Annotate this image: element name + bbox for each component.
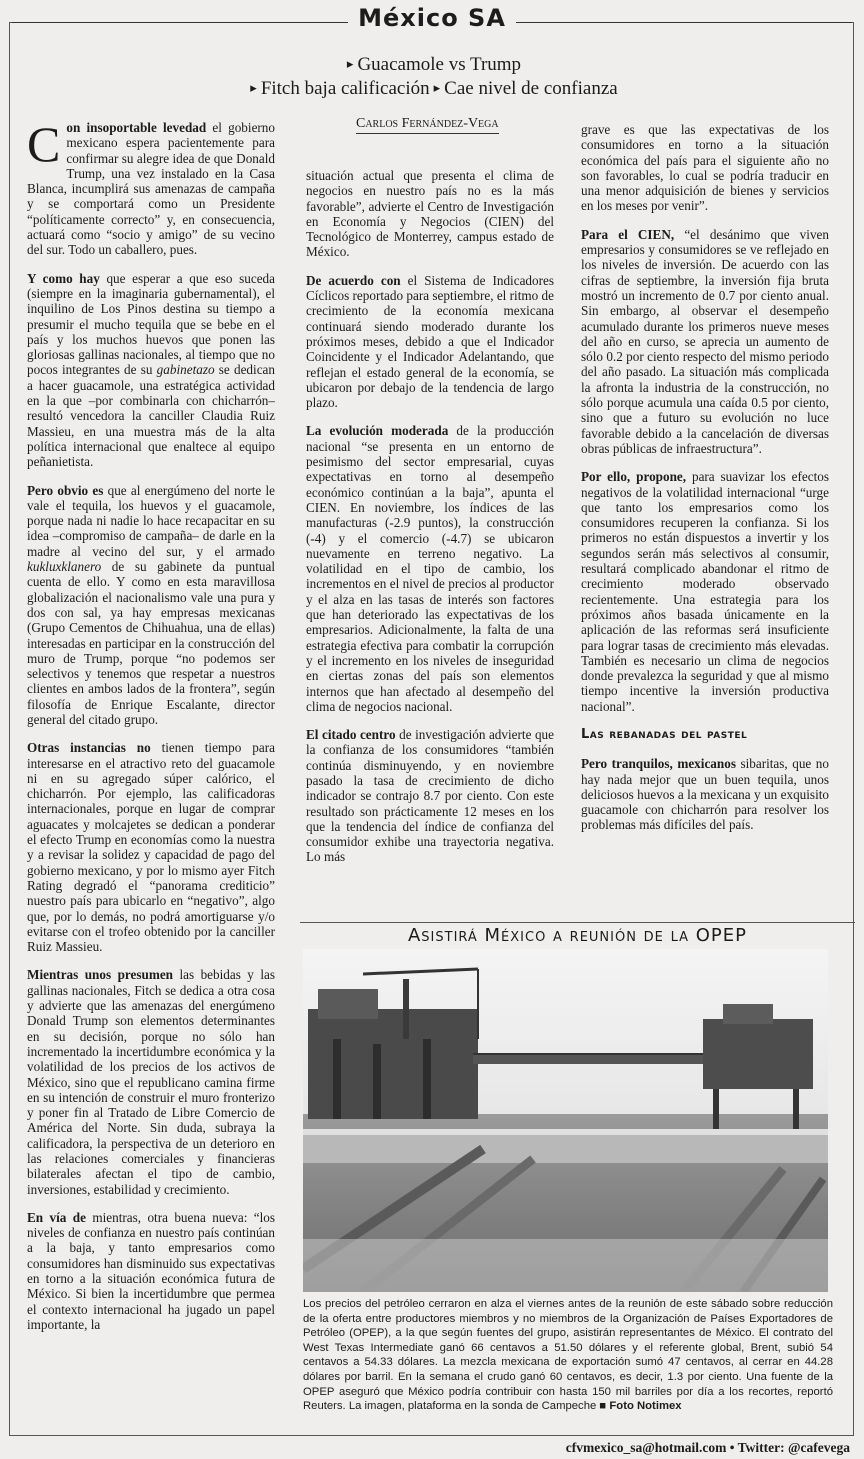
lead-in: Pero tranquilos, mexicanos [581, 756, 736, 772]
headlines [0, 52, 864, 100]
paragraph-text: que esperar a que eso suceda (siempre en la imaginaria gubernamental), el inquilino de Los Pinos destina su tiempo a presumir el mucho tequila que se bebe en el país y los muchos huevos que ponen las gloriosas gallinas nacionales, al tiempo que no pocos integrantes de su [27, 270, 275, 378]
oil-platform-illustration [303, 949, 828, 1292]
paragraph-2 [27, 271, 275, 470]
paragraph-1 [581, 122, 829, 214]
headline-confianza: Cae nivel de confianza [444, 78, 618, 99]
paragraph-4 [306, 727, 554, 865]
paragraph-2 [581, 227, 829, 456]
triangle-bullet-icon: ▸ [346, 56, 354, 71]
paragraph-1 [27, 120, 275, 258]
column-1 [27, 120, 275, 1430]
column-title: México SA [348, 4, 516, 32]
paragraph-text: el gobierno mexicano espera pacientemente para confirmar su alegre idea de que Donald Trump, una vez instalado en la Casa Blanca, incumplirá sus amenazas de campaña y se comportará como un Presidente “políticamente correcto” y, en consecuencia, actuará como “socio y amigo” de su vecino del sur. Todo un caballero, pues. [27, 120, 275, 258]
paragraph-text: situación actual que presenta el clima de negocios en nuestro país no es la más favorable”, advierte el Centro de Investigación en Economía y Negocios (CIEN) del Tecnológico de Monterrey, campus estado de México. [306, 168, 554, 260]
paragraph-6 [27, 1210, 275, 1332]
masthead [0, 4, 864, 32]
paragraph-text: sibaritas, que no hay nada mejor que un buen tequila, unos deliciosos huevos a la mexicana y un exquisito guacamole con chicharrón para resolver los problemas más difíciles del país. [581, 756, 829, 833]
lead-in: Por ello, propone, [581, 469, 687, 485]
paragraph-2 [306, 273, 554, 411]
paragraph-text: tienen tiempo para interesarse en el atractivo reto del guacamole ni en su agregado súper calórico, el chicharrón. Por ejemplo, las calificadoras internacionales, porque en lugar de comprar aguacates y molcajetes se dedican a ponderar el efecto Trump en economías como la nuestra y a revisar la solidez y capacidad de pago del gobierno mexicano, y por lo mismo ayer Fitch Rating degradó el “panorama crediticio” nuestro país para ubicarlo en “negativo”, algo que, por lo demás, no podrá amortiguarse y/o evitarse con el trofeo obtenido por la canciller Ruiz Massieu. [27, 740, 275, 955]
column-3 [581, 122, 829, 897]
paragraph-text: de la producción nacional “se presenta en un entorno de pesimismo del sector empresarial, cuyas expectativas en torno al desempeño económico continúan a la baja”, apunta el CIEN. En noviembre, los índices de las manufacturas (-2.9 puntos), la construcción (-4) y el comercio (-4.7) se ubicaron nuevamente en terreno negativo. La volatilidad en el tipo de cambio, los incrementos en el nivel de precios al productor y el alza en las tasas de interés son factores que han deteriorado las expectativas de los empresarios. Adicionalmente, la falta de una estrategia efectiva para combatir la corrupción y el incremento en los niveles de inseguridad en ciertas zonas del país son elementos internos que han afectado al desempeño del clima de negocios nacional. [306, 423, 554, 714]
paragraph-4 [27, 740, 275, 954]
paragraph-text: mientras, otra buena nueva: “los niveles de confianza en nuestro país continúan a la baja, y tanto empresarios como consumidores han disminuido sus expectativas en torno a la situación económica futura de México. Si bien la incertidumbre que permea el contexto internacional ha jugado un papel importante, la [27, 1209, 275, 1332]
paragraph-3 [306, 423, 554, 714]
section-subhead: Las rebanadas del pastel [581, 726, 748, 742]
oil-platform-photo [303, 949, 828, 1292]
byline: Carlos Fernández-Vega [356, 116, 499, 134]
lead-in: Mientras unos presumen [27, 967, 174, 983]
headline-fitch: Fitch baja calificación [260, 78, 430, 99]
square-bullet-icon: ■ [599, 1400, 607, 1413]
credit-text: Foto Notimex [609, 1400, 682, 1413]
paragraph-5 [27, 967, 275, 1196]
footer-contact: cfvmexico_sa@hotmail.com • Twitter: @cafevega [565, 1440, 850, 1455]
lead-in: La evolución moderada [306, 423, 449, 439]
lead-in: El citado centro [306, 727, 396, 743]
paragraph-text: el Sistema de Indicadores Cíclicos reportado para septiembre, el ritmo de crecimiento de la economía mexicana continuará siendo moderado durante los próximos meses, debido a que el Indicador Coincidente y el Indicador Adelantando, que reflejan el estado general de la economía, se ubicaron por debajo de la tendencia de largo plazo. [306, 272, 554, 411]
emphasis: kukluxklanero [27, 559, 102, 575]
caption-text: Los precios del petróleo cerraron en alza el viernes antes de la reunión de este sábado sobre reducción de la oferta entre productores miembros y no miembros de la Organización de Países Exportadores de Petróleo (OPEP), a la que según fuentes del grupo, asistirán representantes de México. El contrato del West Texas Intermediate ganó 66 centavos a 51.50 dólares y el referente global, Brent, subió 54 centavos a 54.33 dólares. La mezcla mexicana de exportación sumó 47 centavos, al cerrar en 44.28 dólares por barril. En la semana el crudo ganó 60 centavos, es decir, 1.3 por ciento. Una fuente de la OPEP aseguró que México podría contribuir con hasta 150 mil barriles por día a los recortes, reportó Reuters. La imagen, plataforma en la sonda de Campeche [303, 1298, 833, 1413]
paragraph-text: se dedican a hacer guacamole, una estratégica actividad en la que –por combinarla con chicharrón– resultó vencedora la canciller Claudia Ruiz Massieu, en una muestra más de la alta política internacional que enaltece al equipo peñanietista. [27, 362, 275, 470]
headline-line-1 [0, 52, 864, 76]
headline-line-2 [0, 76, 864, 100]
lead-in: Otras instancias no [27, 740, 151, 756]
drop-cap: C [27, 120, 61, 172]
lead-in: on insoportable levedad [66, 120, 207, 135]
triangle-bullet-icon: ▸ [433, 80, 441, 95]
triangle-bullet-icon: ▸ [250, 80, 257, 95]
paragraph-3 [581, 469, 829, 714]
paragraph-text: grave es que las expectativas de los consumidores en torno a la situación económica del país para el siguiente año no son favorables, lo cual se podría traducir en una menor adquisición de bienes y servicios en los meses por venir”. [581, 122, 829, 214]
emphasis: gabinetazo [156, 362, 215, 378]
paragraph-text: “el desánimo que viven empresarios y consumidores se ve reflejado en los niveles de inversión. De acuerdo con las cifras de septiembre, la inversión fija bruta mostró un incremento de 0.7 por ciento anual. Sin embargo, al observar el desempeño acumulado durante los primeros nueve meses del año en curso, se aprecia un aumento de sólo 0.2 por ciento respecto del mismo periodo del año pasado. La situación más complicada la afronta la industria de la construcción, no sólo porque acumula una caída 0.5 por ciento, sino que a futuro su evolución no luce favorable debido a la cancelación de diversas obras públicas de infraestructura”. [581, 226, 829, 456]
photo-credit [599, 1400, 681, 1412]
paragraph-3 [27, 483, 275, 728]
paragraph-text: para suavizar los efectos negativos de la volatilidad internacional “urge que tanto los empresarios como los consumidores recuperen la confianza. Si los primeros no están dispuestos a invertir y los segundos serán más selectivos al consumir, resultará complicado abandonar el ritmo de crecimiento moderado observado recientemente. Una estrategia para los próximos años basada únicamente en la aplicación de las reformas será insuficiente para lograr tasas de crecimiento más elevadas. También es necesario un clima de negocios donde prevalezca la seguridad y que al mismo tiempo incentive la inversión productiva nacional”. [581, 469, 829, 714]
paragraph-text: de investigación advierte que la confianza de los consumidores “también continúa disminuyendo, y en noviembre pasado la tasa de crecimiento de dicho indicador se contrajo 8.7 por ciento. Con este resultado son prácticamente 12 meses en los que la tendencia del índice de confianza del consumidor exhibe una trayectoria negativa. Lo más [306, 727, 554, 865]
lead-in: Y como hay [27, 270, 100, 286]
opep-headline: Asistirá México a reunión de la OPEP [300, 922, 855, 946]
paragraph-text: de su gabinete da puntual cuenta de ello. Y como en esta maravillosa globalización el nacionalismo vale una pura y dos con sal, ya hay empresas mexicanas (Grupo Cementos de Chihuahua, una de ellas) interesadas en participar en la construcción del muro de Trump, porque “no podemos ser selectivos y tenemos que respetar a nuestros clientes en ambos lados de la frontera”, según filosofía de Enrique Escalante, director general del citado grupo. [27, 559, 275, 727]
photo-caption [303, 1297, 833, 1414]
paragraph-4 [581, 756, 829, 832]
lead-in: De acuerdo con [306, 272, 401, 288]
lead-in: Para el CIEN, [581, 226, 675, 242]
paragraph-text: las bebidas y las gallinas nacionales, Fitch se dedica a otra cosa y advierte que las amenazas del energúmeno Donald Trump son elementos determinantes en su decisión, porque no sólo han incrementado la incertidumbre económica y la volatilidad de los precios de los activos de México, sino que el republicano camina firme en su intención de construir el muro fronterizo y poner fin al Tratado de Libre Comercio de América del Norte. Sin duda, subraya la calificadora, la perspectiva de un deterioro en las relaciones comerciales y financieras bilaterales afectan el tipo de cambio, inversiones, estabilidad y crecimiento. [27, 967, 275, 1197]
headline-guacamole: Guacamole vs Trump [357, 54, 522, 75]
paragraph-1 [306, 168, 554, 260]
lead-in: En vía de [27, 1209, 86, 1225]
column-2 [306, 168, 554, 903]
lead-in: Pero obvio es [27, 482, 104, 498]
paragraph-text: que al energúmeno del norte le vale el tequila, los huevos y el guacamole, porque nada ni nadie lo hace recapacitar en su idea –compromiso de campaña– de darle en la madre al vecino del sur, y el armado [27, 482, 275, 559]
